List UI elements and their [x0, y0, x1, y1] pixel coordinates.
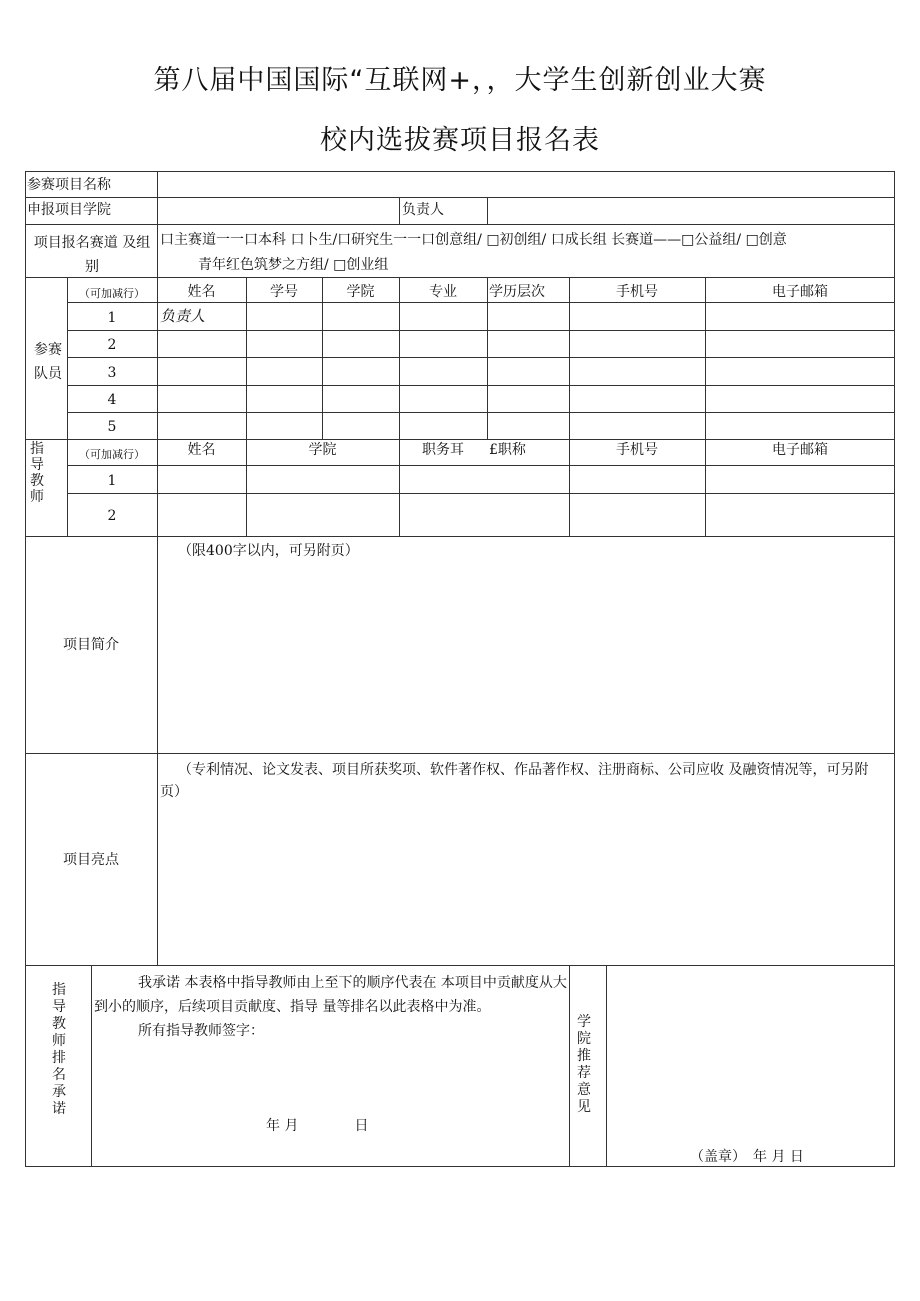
advisor-row-number: 1: [107, 473, 117, 489]
advisor-header-college: 学院: [308, 442, 337, 458]
college-opinion-area[interactable]: [607, 966, 894, 1136]
college-field[interactable]: [158, 198, 398, 223]
project-name-label: 参赛项目名称: [27, 177, 111, 193]
advisor-header-name: 姓名: [187, 442, 216, 458]
track-label: 项目报名赛道 及组别: [33, 235, 151, 275]
team-add-row-note: （可加减行）: [79, 287, 145, 300]
team-header-education: 学历层次: [489, 284, 545, 300]
team-member-1-name[interactable]: 负责人: [160, 307, 206, 325]
pledge-signature-label: 所有指导教师签字：: [138, 1023, 264, 1039]
intro-hint: （限400字以内，可另附页）: [178, 543, 359, 559]
track-options-line2[interactable]: 青年红色筑梦之方组/ □创业组: [198, 257, 389, 273]
pledge-label: 指导教师排名承诺: [52, 982, 66, 1117]
team-header-name: 姓名: [187, 284, 216, 300]
team-row-number: 3: [107, 365, 117, 381]
highlights-text-area[interactable]: [158, 808, 894, 964]
pledge-text: 我承诺 本表格中指导教师由上至下的顺序代表在 本项目中贡献度从大到小的顺序，后续项目贡献度、指导 量等排名以此表格中为准。: [94, 975, 567, 1015]
form-subtitle: 校内选拔赛项目报名表: [320, 125, 600, 156]
team-header-email: 电子邮箱: [772, 284, 828, 300]
advisor-header-position: 职务耳: [422, 442, 464, 458]
college-opinion-label: 学院推荐意见: [577, 1014, 591, 1115]
track-options-line1[interactable]: 口主赛道一一口本科 口卜生/口研究生一一口创意组/ □初创组/ 口成长组 长赛道——□公益组/ □创意: [160, 232, 787, 248]
form-title: 第八届中国国际“互联网+，，大学生创新创业大赛: [153, 65, 767, 96]
team-header-major: 专业: [429, 284, 457, 300]
advisor-header-phone: 手机号: [616, 442, 658, 458]
leader-label: 负责人: [402, 202, 444, 218]
project-name-field[interactable]: [158, 172, 894, 196]
college-label: 申报项目学院: [27, 202, 111, 218]
team-header-student-id: 学号: [270, 284, 298, 300]
advisor-signature-area[interactable]: [94, 1044, 568, 1110]
team-row-number: 2: [107, 337, 117, 353]
advisor-section-label: 指导教师: [30, 441, 44, 505]
intro-label: 项目简介: [63, 637, 119, 653]
college-opinion-stamp-date[interactable]: （盖章） 年 月 日: [690, 1149, 804, 1165]
team-row-number: 1: [107, 310, 117, 326]
highlights-label: 项目亮点: [63, 852, 119, 868]
advisor-row-number: 2: [107, 508, 117, 524]
highlights-hint: （专利情况、论文发表、项目所获奖项、软件著作权、作品著作权、注册商标、公司应收 及融资情况等，可另附页）: [160, 762, 869, 800]
advisor-header-email: 电子邮箱: [772, 442, 828, 458]
advisor-add-row-note: （可加减行）: [79, 448, 145, 461]
team-row-number: 4: [107, 392, 117, 408]
leader-field[interactable]: [488, 198, 894, 223]
team-section-label: 参赛队员: [34, 342, 62, 382]
advisor-header-title: £职称: [489, 442, 526, 458]
pledge-date[interactable]: 年 月 日: [266, 1118, 369, 1134]
team-header-phone: 手机号: [616, 284, 658, 300]
team-header-college: 学院: [346, 284, 375, 300]
intro-text-area[interactable]: [158, 562, 894, 752]
team-row-number: 5: [107, 419, 117, 435]
